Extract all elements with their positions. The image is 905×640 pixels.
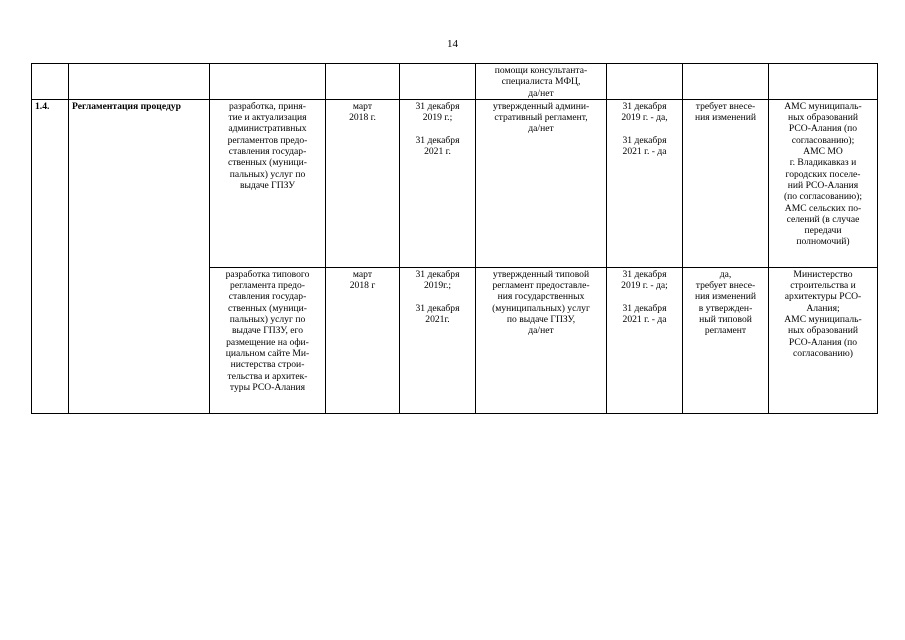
responsible-line: РСО-Алания (по [788, 336, 858, 348]
responsible-line: полномочий) [796, 236, 850, 248]
action-line: регламента предо- [230, 280, 305, 292]
deadline-line: 31 декабря [415, 100, 460, 112]
action-line: ставления государ- [228, 146, 307, 158]
deadline-line: 2019 г.; [422, 112, 453, 124]
check-date-line: 31 декабря [622, 302, 667, 314]
responsible-line: городских поселе- [785, 168, 861, 180]
responsible-line: строительства и [790, 280, 856, 292]
deadline-line [403, 123, 472, 134]
start-line: март [352, 268, 373, 280]
cell-start [326, 267, 400, 413]
cell-responsible [769, 64, 878, 100]
indicator-line: утвержденный типовой [492, 268, 590, 280]
deadline-line: 2019г.; [423, 280, 452, 292]
action-line: тельства и архитек- [227, 370, 308, 382]
action-line: циальном сайте Ми- [225, 347, 310, 359]
status-line: регламент [704, 325, 747, 337]
cell-indicator [476, 267, 607, 413]
responsible-line: АМС муниципаль- [784, 314, 862, 326]
check-date-line: 2021 г. - да [622, 146, 667, 158]
responsible-line: архитектуры РСО- [784, 291, 862, 303]
responsible-line: Министерство [793, 268, 853, 280]
cell-start [326, 64, 400, 100]
responsible-line: АМС сельских по- [784, 202, 862, 214]
indicator-line: да/нет [528, 123, 554, 135]
deadline-line [403, 291, 472, 302]
check-date-line: 31 декабря [622, 100, 667, 112]
check-date-line: 2021 г. - да [622, 314, 667, 326]
start-line: 2018 г. [349, 112, 376, 124]
action-line: пальных) услуг по [229, 168, 306, 180]
status-line: ный типовой [699, 314, 752, 326]
responsible-line: РСО-Алания (по [788, 123, 858, 135]
responsible-line: ных образований [787, 112, 859, 124]
item-number: 1.4. [32, 99, 69, 413]
result-line: специалиста МФЦ, [501, 76, 581, 88]
status-line: ния изменений [695, 291, 756, 303]
page-number: 14 [447, 38, 458, 50]
cell-status [683, 99, 769, 267]
start-line: 2018 г [349, 280, 376, 292]
cell-status [683, 267, 769, 413]
deadline-line: 2021г. [425, 314, 450, 326]
responsible-line: АМС муниципаль- [784, 100, 862, 112]
action-line: выдаче ГПЗУ, его [231, 325, 304, 337]
cell-check-date [607, 99, 683, 267]
cell-title [69, 64, 210, 100]
responsible-line: согласованию); [791, 134, 855, 146]
responsible-line: передачи [804, 225, 842, 237]
responsible-line: Алания; [806, 302, 840, 314]
check-date-line [610, 291, 679, 302]
status-line: требует внесе- [695, 100, 756, 112]
action-line: туры РСО-Алания [229, 381, 306, 393]
status-line: ния изменений [695, 112, 756, 124]
check-date-line: 31 декабря [622, 134, 667, 146]
item-row-1 [32, 99, 878, 267]
deadline-line: 31 декабря [415, 134, 460, 146]
measures-table [31, 63, 878, 414]
cell-action [210, 64, 326, 100]
responsible-line: г. Владикавказ и [789, 157, 857, 169]
action-line: разработка типового [225, 268, 310, 280]
indicator-line: стративный регламент, [494, 112, 588, 124]
deadline-line: 2021 г. [424, 146, 451, 158]
action-line: выдаче ГПЗУ [239, 179, 296, 191]
responsible-line: АМС МО [803, 146, 843, 158]
action-line: разработка, приня- [228, 100, 307, 112]
action-line: ставления государ- [228, 291, 307, 303]
action-line: пальных) услуг по [229, 314, 306, 326]
deadline-line: 31 декабря [415, 302, 460, 314]
cell-deadline [400, 64, 476, 100]
action-line: нистерства строи- [230, 359, 305, 371]
item-title: Регламентация процедур [69, 99, 210, 413]
status-line: в утвержден- [698, 302, 753, 314]
status-line: требует внесе- [695, 280, 756, 292]
action-line: тие и актуализация [228, 112, 307, 124]
cell-result [476, 64, 607, 100]
check-date-line: 2019 г. - да; [621, 280, 668, 292]
cell-status [683, 64, 769, 100]
check-date-line: 2019 г. - да, [621, 112, 668, 124]
indicator-line: регламент предоставле- [492, 280, 590, 292]
cell-responsible [769, 267, 878, 413]
action-line: ственных (муници- [228, 157, 307, 169]
cell-check-date [607, 267, 683, 413]
responsible-line: ных образований [787, 325, 859, 337]
cell-start [326, 99, 400, 267]
start-line: март [352, 100, 373, 112]
action-line: административных [228, 123, 307, 135]
status-line: да, [719, 268, 732, 280]
result-line: помощи консультанта- [494, 65, 588, 76]
deadline-line: 31 декабря [415, 268, 460, 280]
responsible-line: селений (в случае [786, 213, 860, 225]
check-date-line [610, 123, 679, 134]
responsible-line: ний РСО-Алания [787, 179, 859, 191]
responsible-line: согласованию) [793, 347, 853, 359]
cell-action [210, 99, 326, 267]
cell-action [210, 267, 326, 413]
action-line: ственных (муници- [228, 302, 307, 314]
continuation-row [32, 64, 878, 100]
cell-check-date [607, 64, 683, 100]
indicator-line: (муниципальных) услуг [492, 302, 590, 314]
cell-indicator [476, 99, 607, 267]
cell-number [32, 64, 69, 100]
check-date-line: 31 декабря [622, 268, 667, 280]
indicator-line: по выдаче ГПЗУ, [506, 314, 576, 326]
indicator-line: утвержденный админи- [492, 100, 590, 112]
cell-responsible [769, 99, 878, 267]
action-line: регламентов предо- [227, 134, 308, 146]
indicator-line: да/нет [528, 325, 554, 337]
cell-deadline [400, 99, 476, 267]
responsible-line: (по согласованию); [783, 191, 863, 203]
result-line: да/нет [528, 87, 554, 99]
action-line: размещение на офи- [226, 336, 309, 348]
indicator-line: ния государственных [497, 291, 585, 303]
cell-deadline [400, 267, 476, 413]
